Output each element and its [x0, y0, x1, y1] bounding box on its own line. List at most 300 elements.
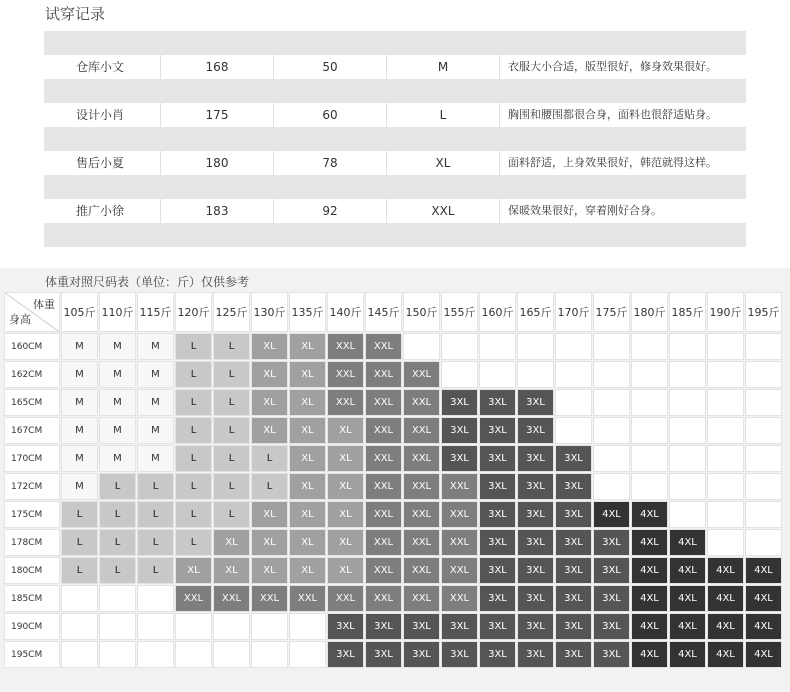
size-cell: 3XL: [441, 613, 478, 640]
size-cell: 3XL: [517, 529, 554, 556]
trial-record-panel: [0, 0, 790, 268]
size-cell: XL: [327, 473, 364, 500]
size-cell: XL: [327, 529, 364, 556]
size-chart-header-row: [4, 292, 783, 333]
weight-header: 140斤: [327, 292, 364, 332]
weight-header: 165斤: [517, 292, 554, 332]
weight-header: 190斤: [707, 292, 744, 332]
size-cell: 3XL: [517, 641, 554, 668]
size-cell: [555, 361, 592, 388]
size-cell: XXL: [327, 361, 364, 388]
size-cell: M: [61, 333, 98, 360]
size-cell: 3XL: [327, 613, 364, 640]
size-cell: [99, 585, 136, 612]
trial-row: [44, 151, 746, 175]
size-cell: 3XL: [479, 529, 516, 556]
size-cell: M: [99, 333, 136, 360]
size-cell: 3XL: [365, 613, 402, 640]
trial-row: [44, 103, 746, 127]
size-cell: [707, 529, 744, 556]
tester-weight: 78: [274, 151, 387, 175]
size-cell: XL: [213, 529, 250, 556]
size-cell: [99, 641, 136, 668]
size-cell: 4XL: [707, 613, 744, 640]
size-cell: [593, 361, 630, 388]
size-cell: 4XL: [631, 641, 668, 668]
size-cell: M: [61, 473, 98, 500]
size-cell: [251, 641, 288, 668]
size-cell: L: [175, 361, 212, 388]
size-cell: M: [61, 445, 98, 472]
size-cell: XL: [251, 389, 288, 416]
size-cell: [555, 417, 592, 444]
corner-cell: [4, 292, 60, 332]
size-cell: [631, 333, 668, 360]
size-cell: [669, 501, 706, 528]
tester-name: 设计小肖: [44, 103, 161, 127]
size-cell: [251, 613, 288, 640]
size-cell: [745, 389, 782, 416]
size-cell: L: [175, 473, 212, 500]
size-cell: 4XL: [669, 641, 706, 668]
size-cell: L: [61, 501, 98, 528]
size-cell: [745, 417, 782, 444]
size-cell: [593, 389, 630, 416]
weight-header: 185斤: [669, 292, 706, 332]
size-cell: 3XL: [593, 529, 630, 556]
size-cell: 3XL: [593, 585, 630, 612]
tester-size: L: [387, 103, 500, 127]
weight-header: 115斤: [137, 292, 174, 332]
size-cell: [289, 641, 326, 668]
size-cell: XXL: [213, 585, 250, 612]
tester-weight: 50: [274, 55, 387, 79]
size-cell: 3XL: [555, 613, 592, 640]
size-cell: [745, 473, 782, 500]
size-cell: [137, 641, 174, 668]
size-cell: 3XL: [403, 641, 440, 668]
size-cell: [403, 333, 440, 360]
size-cell: M: [99, 417, 136, 444]
size-cell: M: [99, 361, 136, 388]
height-label: 160CM: [4, 333, 60, 360]
height-label: 180CM: [4, 557, 60, 584]
tester-comment: 衣服大小合适，版型很好，修身效果很好。: [508, 60, 717, 73]
size-cell: [745, 529, 782, 556]
size-cell: 3XL: [479, 501, 516, 528]
size-cell: [631, 417, 668, 444]
size-cell: XXL: [403, 501, 440, 528]
size-cell: 3XL: [593, 641, 630, 668]
size-cell: [745, 501, 782, 528]
size-cell: [593, 473, 630, 500]
size-cell: XL: [251, 333, 288, 360]
size-cell: [745, 333, 782, 360]
size-cell: 3XL: [517, 613, 554, 640]
tester-size: XXL: [387, 199, 500, 223]
size-cell: L: [213, 361, 250, 388]
size-cell: 3XL: [555, 473, 592, 500]
weight-header: 160斤: [479, 292, 516, 332]
size-cell: L: [251, 445, 288, 472]
size-cell: L: [175, 529, 212, 556]
size-cell: 3XL: [555, 585, 592, 612]
size-cell: [479, 361, 516, 388]
size-chart-row: [4, 417, 783, 445]
tester-height: 168: [161, 55, 274, 79]
size-cell: [707, 445, 744, 472]
size-cell: XXL: [365, 389, 402, 416]
size-cell: [289, 613, 326, 640]
size-cell: [99, 613, 136, 640]
size-chart-row: [4, 333, 783, 361]
size-cell: XL: [327, 557, 364, 584]
size-cell: 3XL: [479, 473, 516, 500]
size-cell: 4XL: [669, 613, 706, 640]
weight-header: 135斤: [289, 292, 326, 332]
size-chart-row: [4, 613, 783, 641]
size-cell: 3XL: [517, 557, 554, 584]
size-cell: 4XL: [707, 557, 744, 584]
size-chart-row: [4, 445, 783, 473]
weight-header: 125斤: [213, 292, 250, 332]
size-cell: XL: [251, 557, 288, 584]
size-cell: [669, 445, 706, 472]
size-cell: XL: [213, 557, 250, 584]
size-cell: [631, 361, 668, 388]
size-chart-row: [4, 389, 783, 417]
size-cell: L: [175, 445, 212, 472]
size-cell: 3XL: [479, 585, 516, 612]
height-label: 165CM: [4, 389, 60, 416]
size-cell: 3XL: [555, 641, 592, 668]
size-cell: [745, 445, 782, 472]
size-cell: M: [61, 417, 98, 444]
size-cell: 3XL: [593, 557, 630, 584]
size-cell: [593, 445, 630, 472]
size-cell: 3XL: [479, 613, 516, 640]
tester-comment: 保暖效果很好，穿着刚好合身。: [508, 204, 662, 217]
size-cell: L: [61, 529, 98, 556]
trial-row: [44, 55, 746, 79]
weight-header: 105斤: [61, 292, 98, 332]
size-cell: [593, 333, 630, 360]
size-cell: 3XL: [555, 557, 592, 584]
size-cell: 3XL: [403, 613, 440, 640]
size-cell: 3XL: [441, 417, 478, 444]
size-cell: 3XL: [517, 585, 554, 612]
size-cell: XXL: [403, 585, 440, 612]
tester-comment: 胸围和腰围都很合身，面料也很舒适贴身。: [508, 108, 717, 121]
size-cell: 3XL: [517, 473, 554, 500]
size-cell: [555, 389, 592, 416]
size-cell: [441, 333, 478, 360]
height-label: 178CM: [4, 529, 60, 556]
size-cell: M: [99, 389, 136, 416]
size-chart-grid: [4, 292, 783, 669]
size-cell: L: [137, 529, 174, 556]
size-cell: [707, 333, 744, 360]
size-cell: [517, 333, 554, 360]
size-chart-row: [4, 473, 783, 501]
size-cell: [707, 473, 744, 500]
size-cell: 3XL: [479, 445, 516, 472]
tester-height: 183: [161, 199, 274, 223]
size-cell: [555, 333, 592, 360]
weight-header: 120斤: [175, 292, 212, 332]
size-chart-row: [4, 641, 783, 669]
trial-row: [44, 199, 746, 223]
size-cell: L: [175, 389, 212, 416]
size-cell: L: [137, 557, 174, 584]
weight-header: 175斤: [593, 292, 630, 332]
size-cell: M: [137, 389, 174, 416]
size-cell: XL: [251, 417, 288, 444]
tester-comment: 面料舒适，上身效果很好，韩范就得这样。: [508, 156, 717, 169]
size-cell: XXL: [403, 529, 440, 556]
height-label: 185CM: [4, 585, 60, 612]
size-cell: XXL: [403, 445, 440, 472]
size-cell: M: [137, 445, 174, 472]
size-chart-row: [4, 361, 783, 389]
height-label: 175CM: [4, 501, 60, 528]
size-cell: XL: [327, 417, 364, 444]
size-cell: 4XL: [669, 557, 706, 584]
size-cell: XL: [327, 445, 364, 472]
height-label: 162CM: [4, 361, 60, 388]
size-cell: [213, 641, 250, 668]
size-cell: 3XL: [517, 445, 554, 472]
weight-header: 170斤: [555, 292, 592, 332]
size-cell: XXL: [365, 501, 402, 528]
size-cell: XL: [251, 361, 288, 388]
size-cell: [707, 361, 744, 388]
row-spacer: [44, 175, 746, 199]
size-cell: XXL: [365, 557, 402, 584]
size-cell: [669, 473, 706, 500]
size-cell: [745, 361, 782, 388]
height-label: 167CM: [4, 417, 60, 444]
size-cell: L: [251, 473, 288, 500]
size-cell: [669, 417, 706, 444]
tester-size: M: [387, 55, 500, 79]
size-cell: 4XL: [631, 557, 668, 584]
size-cell: 3XL: [517, 417, 554, 444]
trial-record-title: 试穿记录: [45, 5, 106, 23]
size-cell: 4XL: [669, 529, 706, 556]
size-cell: L: [175, 333, 212, 360]
size-cell: 3XL: [517, 389, 554, 416]
weight-header: 110斤: [99, 292, 136, 332]
size-cell: XL: [289, 361, 326, 388]
size-cell: XXL: [175, 585, 212, 612]
weight-header: 130斤: [251, 292, 288, 332]
size-cell: L: [99, 473, 136, 500]
size-cell: XXL: [441, 585, 478, 612]
size-cell: XL: [289, 417, 326, 444]
size-cell: [441, 361, 478, 388]
size-cell: XL: [289, 501, 326, 528]
size-cell: 3XL: [441, 389, 478, 416]
size-cell: [61, 613, 98, 640]
size-cell: XXL: [403, 473, 440, 500]
size-cell: M: [137, 333, 174, 360]
tester-weight: 60: [274, 103, 387, 127]
size-cell: 4XL: [707, 585, 744, 612]
size-cell: XXL: [441, 501, 478, 528]
size-cell: L: [99, 501, 136, 528]
size-cell: 3XL: [555, 501, 592, 528]
size-chart-row: [4, 529, 783, 557]
size-cell: XL: [289, 473, 326, 500]
size-cell: 3XL: [555, 529, 592, 556]
size-cell: [631, 389, 668, 416]
tester-weight: 92: [274, 199, 387, 223]
size-cell: XXL: [441, 473, 478, 500]
size-cell: 4XL: [707, 641, 744, 668]
size-cell: XXL: [327, 389, 364, 416]
size-chart-row: [4, 501, 783, 529]
size-cell: L: [213, 473, 250, 500]
size-cell: XL: [289, 557, 326, 584]
size-cell: [175, 613, 212, 640]
weight-header: 195斤: [745, 292, 782, 332]
size-cell: XXL: [403, 557, 440, 584]
size-cell: 3XL: [479, 557, 516, 584]
size-cell: 4XL: [745, 613, 782, 640]
size-cell: [61, 585, 98, 612]
size-cell: XXL: [251, 585, 288, 612]
size-cell: [137, 613, 174, 640]
size-cell: [669, 333, 706, 360]
size-cell: L: [213, 445, 250, 472]
size-cell: 3XL: [441, 641, 478, 668]
size-cell: 3XL: [555, 445, 592, 472]
size-cell: 4XL: [745, 585, 782, 612]
size-cell: 3XL: [517, 501, 554, 528]
size-cell: XXL: [365, 585, 402, 612]
height-label: 195CM: [4, 641, 60, 668]
tester-name: 推广小徐: [44, 199, 161, 223]
size-cell: 3XL: [479, 641, 516, 668]
size-cell: L: [213, 333, 250, 360]
size-cell: M: [61, 361, 98, 388]
size-cell: XXL: [441, 529, 478, 556]
weight-header: 155斤: [441, 292, 478, 332]
size-cell: L: [99, 529, 136, 556]
size-cell: 4XL: [745, 641, 782, 668]
size-cell: [61, 641, 98, 668]
size-cell: [137, 585, 174, 612]
size-cell: XXL: [365, 333, 402, 360]
size-cell: M: [137, 417, 174, 444]
size-cell: XL: [289, 389, 326, 416]
height-label: 172CM: [4, 473, 60, 500]
size-chart-title: 体重对照尺码表（单位：斤）仅供参考: [45, 275, 250, 289]
size-cell: L: [137, 501, 174, 528]
tester-height: 180: [161, 151, 274, 175]
size-cell: XXL: [365, 417, 402, 444]
size-cell: [669, 361, 706, 388]
weight-header: 145斤: [365, 292, 402, 332]
size-cell: [707, 501, 744, 528]
size-cell: XXL: [327, 585, 364, 612]
size-cell: M: [99, 445, 136, 472]
height-label: 190CM: [4, 613, 60, 640]
size-cell: [213, 613, 250, 640]
size-cell: [593, 417, 630, 444]
size-cell: XXL: [403, 361, 440, 388]
size-cell: XL: [175, 557, 212, 584]
tester-height: 175: [161, 103, 274, 127]
size-cell: 4XL: [745, 557, 782, 584]
size-cell: [175, 641, 212, 668]
size-cell: 3XL: [593, 613, 630, 640]
size-cell: [631, 445, 668, 472]
corner-height-label: 身高: [9, 313, 31, 326]
size-cell: [669, 389, 706, 416]
size-cell: XXL: [403, 389, 440, 416]
size-cell: [517, 361, 554, 388]
weight-header: 150斤: [403, 292, 440, 332]
size-cell: M: [137, 361, 174, 388]
tester-name: 售后小夏: [44, 151, 161, 175]
row-spacer: [44, 31, 746, 55]
size-cell: L: [61, 557, 98, 584]
size-cell: [707, 417, 744, 444]
trial-record-table: [44, 31, 746, 247]
size-cell: L: [213, 417, 250, 444]
size-cell: XL: [251, 529, 288, 556]
size-cell: XL: [289, 445, 326, 472]
size-cell: 4XL: [631, 613, 668, 640]
tester-size: XL: [387, 151, 500, 175]
size-cell: 3XL: [479, 389, 516, 416]
size-cell: XXL: [441, 557, 478, 584]
size-cell: 4XL: [669, 585, 706, 612]
row-spacer: [44, 223, 746, 247]
size-cell: XXL: [365, 445, 402, 472]
size-cell: XXL: [403, 417, 440, 444]
size-cell: [479, 333, 516, 360]
size-cell: 3XL: [365, 641, 402, 668]
size-cell: XL: [327, 501, 364, 528]
size-cell: L: [213, 389, 250, 416]
size-cell: XXL: [365, 361, 402, 388]
size-chart-row: [4, 557, 783, 585]
size-cell: L: [213, 501, 250, 528]
size-cell: L: [99, 557, 136, 584]
size-cell: [707, 389, 744, 416]
row-spacer: [44, 127, 746, 151]
size-cell: M: [61, 389, 98, 416]
size-cell: 4XL: [631, 529, 668, 556]
row-spacer: [44, 79, 746, 103]
size-cell: 3XL: [327, 641, 364, 668]
size-cell: XL: [289, 333, 326, 360]
size-cell: 4XL: [631, 585, 668, 612]
tester-name: 仓库小文: [44, 55, 161, 79]
size-cell: XXL: [365, 473, 402, 500]
size-cell: L: [137, 473, 174, 500]
weight-header: 180斤: [631, 292, 668, 332]
size-cell: XL: [289, 529, 326, 556]
size-cell: 4XL: [593, 501, 630, 528]
size-cell: XXL: [327, 333, 364, 360]
size-cell: [631, 473, 668, 500]
size-chart-row: [4, 585, 783, 613]
size-cell: L: [175, 417, 212, 444]
